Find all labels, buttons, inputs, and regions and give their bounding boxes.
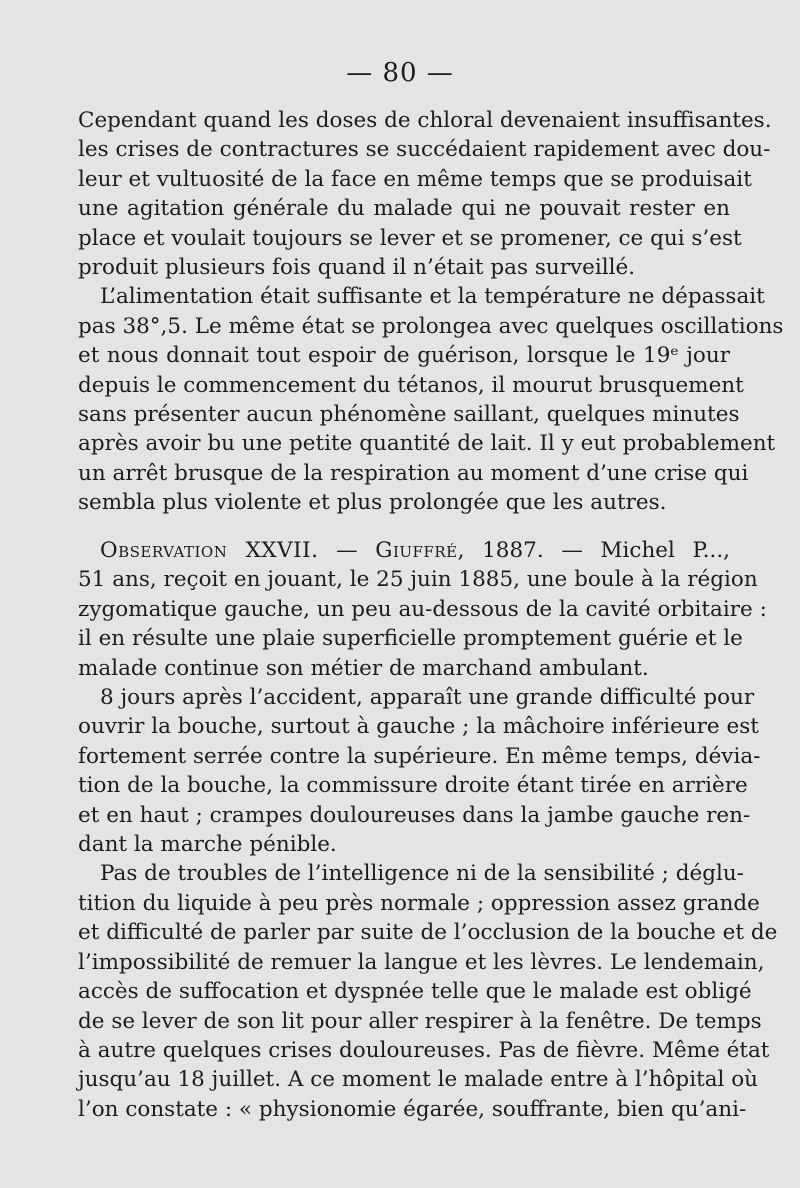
text-line: un arrêt brusque de la respiration au moment d’une crise qui <box>78 460 749 486</box>
observation-heading-rest: , 1887. — Michel P..., <box>457 538 731 563</box>
observation-label: Observation XXVII. <box>100 538 319 563</box>
text-line: il en résulte une plaie superficielle promptement guérie et le <box>78 626 743 652</box>
text-line: à autre quelques crises douloureuses. Pas de fièvre. Même état <box>78 1037 770 1063</box>
text-line: dant la marche pénible. <box>78 832 337 858</box>
text-line: produit plusieurs fois quand il n’était pas surveillé. <box>78 255 636 281</box>
text-line: malade continue son métier de marchand ambulant. <box>78 655 649 681</box>
text-line: et nous donnait tout espoir de guérison, lorsque le 19ᵉ jour <box>78 343 730 369</box>
text-line: une agitation générale du malade qui ne pouvait rester en <box>78 196 730 222</box>
text-line: leur et vultuosité de la face en même temps que se produisait <box>78 166 752 192</box>
paragraph-block-chloral <box>78 106 784 518</box>
text-line: zygomatique gauche, un peu au-dessous de la cavité orbitaire : <box>78 596 767 622</box>
text-line: depuis le commencement du tétanos, il mourut brusquement <box>78 372 744 398</box>
page-number: — 80 — <box>346 58 454 88</box>
text-line: place et voulait toujours se lever et se promener, ce qui s’est <box>78 225 742 251</box>
text-line: l’on constate : « physionomie égarée, souffrante, bien qu’ani- <box>78 1096 747 1122</box>
text-line: l’impossibilité de remuer la langue et les lèvres. Le lendemain, <box>78 949 765 975</box>
observation-author: Giuffré <box>375 538 458 563</box>
text-line: après avoir bu une petite quantité de lait. Il y eut probablement <box>78 431 776 457</box>
text-line: accès de suffocation et dyspnée telle que le malade est obligé <box>78 979 752 1005</box>
text-line: Pas de troubles de l’intelligence ni de la sensibilité ; déglu- <box>100 861 744 887</box>
observation-block <box>78 536 778 1124</box>
text-line: les crises de contractures se succédaient rapidement avec dou- <box>78 137 771 163</box>
text-line: Cependant quand les doses de chloral devenaient insuffisantes. <box>78 108 772 133</box>
text-line: et difficulté de parler par suite de l’occlusion de la bouche et de <box>78 920 778 946</box>
text-line: 51 ans, reçoit en jouant, le 25 juin 1885, une boule à la région <box>78 567 758 593</box>
text-line: jusqu’au 18 juillet. A ce moment le malade entre à l’hôpital où <box>78 1067 759 1093</box>
text-line: fortement serrée contre la supérieure. En même temps, dévia- <box>78 743 761 769</box>
text-line: sembla plus violente et plus prolongée que les autres. <box>78 490 667 516</box>
text-line: 8 jours après l’accident, apparaît une grande difficulté pour <box>100 685 755 711</box>
text-line: L’alimentation était suffisante et la température ne dépassait <box>100 284 765 310</box>
observation-heading-line: Observation XXVII. — Giuffré, 1887. — Michel P..., <box>100 538 731 563</box>
text-line: tion de la bouche, la commissure droite étant tirée en arrière <box>78 773 748 799</box>
text-line: sans présenter aucun phénomène saillant, quelques minutes <box>78 402 740 428</box>
text-line: et en haut ; crampes douloureuses dans la jambe gauche ren- <box>78 802 751 828</box>
text-line: ouvrir la bouche, surtout à gauche ; la mâchoire inférieure est <box>78 714 759 740</box>
text-line: pas 38°,5. Le même état se prolongea avec quelques oscillations <box>78 313 784 339</box>
text-line: de se lever de son lit pour aller respirer à la fenêtre. De temps <box>78 1008 762 1034</box>
text-line: tition du liquide à peu près normale ; oppression assez grande <box>78 890 760 916</box>
